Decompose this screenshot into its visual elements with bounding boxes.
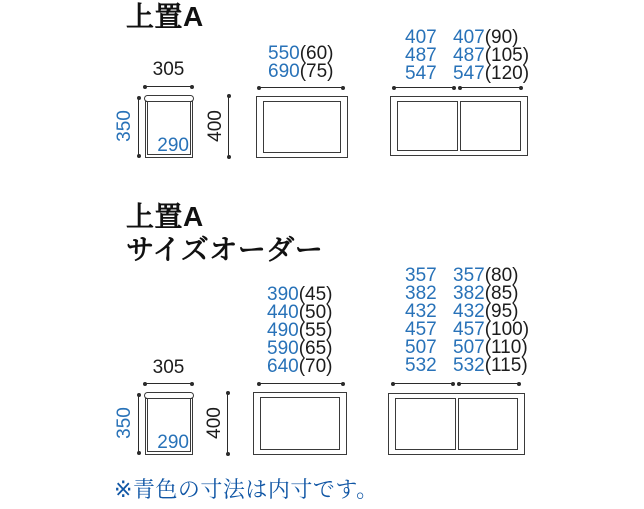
footnote: ※青色の寸法は内寸です。: [114, 477, 379, 502]
dimension-line: [138, 394, 139, 454]
inner-height-label: 350: [114, 110, 135, 142]
dimension-row: [267, 358, 333, 376]
nominal-size: (120): [484, 63, 530, 84]
inner-width-left: 432: [405, 301, 437, 322]
nominal-size: (85): [484, 283, 519, 304]
inner-width-left: 507: [405, 337, 437, 358]
panel-inner-line: [260, 397, 340, 450]
inner-width: 440: [267, 302, 299, 323]
section-title-line2: サイズオーダー: [126, 234, 324, 265]
inner-width-left: 357: [405, 265, 437, 286]
center-divider: [455, 398, 459, 450]
center-divider: [457, 101, 461, 151]
inner-width-right: 357: [453, 265, 485, 286]
nominal-size: (45): [298, 284, 333, 305]
panel-inner-line: [263, 101, 341, 153]
dimension-row: [268, 63, 334, 81]
inner-width-right: 507: [453, 337, 485, 358]
inner-width: 550: [268, 43, 300, 64]
dimension-line: [258, 87, 344, 88]
inner-depth-label: 290: [157, 432, 189, 453]
nominal-size: (115): [484, 355, 528, 376]
inner-width: 640: [267, 356, 299, 377]
inner-width-right: 487: [453, 45, 485, 66]
dimension-list: [267, 286, 333, 376]
section-title-line1: 上置A: [126, 201, 204, 232]
nominal-size: (100): [484, 319, 530, 340]
inner-width-left: 532: [405, 355, 437, 376]
inner-width: 590: [267, 338, 299, 359]
nominal-size: (75): [299, 61, 334, 82]
cabinet-front: [253, 392, 347, 455]
inner-width-right: 547: [453, 63, 485, 84]
dimension-row: [405, 357, 529, 375]
dimension-list: [268, 45, 334, 81]
dimension-list: [405, 267, 529, 375]
cabinet-front: [256, 96, 348, 158]
inner-width-right: 457: [453, 319, 485, 340]
dimension-line: [144, 383, 193, 384]
dimension-line: [258, 383, 344, 384]
section-title: [126, 200, 323, 266]
nominal-size: (95): [484, 301, 519, 322]
inner-width-right: 382: [453, 283, 485, 304]
outer-height-label: 400: [205, 110, 226, 142]
cabinet-front: [390, 96, 528, 156]
dimension-line: [138, 97, 139, 157]
inner-width-right: 407: [453, 27, 485, 48]
dimension-line: [458, 383, 520, 384]
nominal-size: (110): [484, 337, 528, 358]
dimension-row: [405, 65, 529, 83]
dimension-list: [405, 29, 529, 83]
inner-height-label: 350: [114, 407, 135, 439]
inner-width-left: 382: [405, 283, 437, 304]
dimension-line: [459, 87, 522, 88]
inner-width-right: 532: [453, 355, 485, 376]
dimension-line: [392, 383, 454, 384]
inner-depth-label: 290: [157, 135, 189, 156]
inner-width: 690: [268, 61, 300, 82]
inner-width-right: 432: [453, 301, 485, 322]
outer-height-label: 400: [204, 407, 225, 439]
dimension-line: [393, 87, 455, 88]
nominal-size: (60): [299, 43, 334, 64]
cabinet-body: [145, 398, 193, 455]
nominal-size: (90): [484, 27, 519, 48]
inner-width: 490: [267, 320, 299, 341]
nominal-size: (55): [298, 320, 333, 341]
outer-width-label: 305: [152, 357, 185, 378]
dimension-line: [227, 392, 228, 455]
inner-width: 390: [267, 284, 299, 305]
dimension-line: [228, 95, 229, 158]
inner-width-left: 407: [405, 27, 437, 48]
cabinet-front: [388, 393, 525, 455]
section-title: 上置A: [126, 1, 204, 32]
nominal-size: (50): [298, 302, 333, 323]
nominal-size: (65): [298, 338, 333, 359]
inner-width-left: 457: [405, 319, 437, 340]
nominal-size: (105): [484, 45, 530, 66]
dimension-line: [144, 86, 193, 87]
cabinet-body: [145, 101, 193, 158]
inner-width-left: 547: [405, 63, 437, 84]
inner-width-left: 487: [405, 45, 437, 66]
nominal-size: (80): [484, 265, 519, 286]
outer-width-label: 305: [152, 59, 185, 80]
nominal-size: (70): [298, 356, 333, 377]
